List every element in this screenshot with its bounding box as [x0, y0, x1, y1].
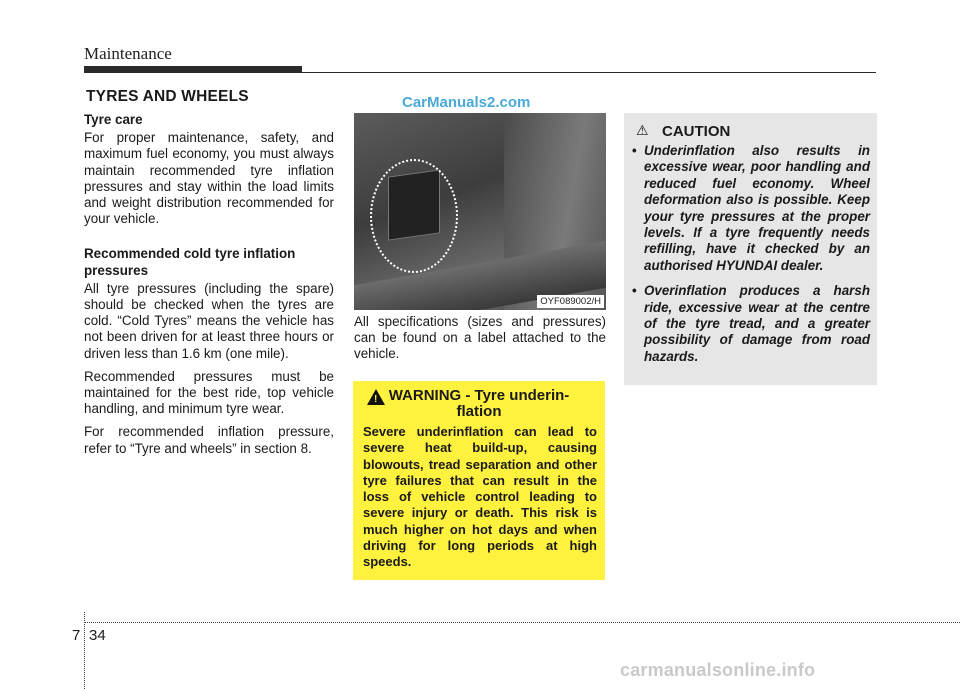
footer-section-number: 7: [72, 627, 81, 644]
header-bar: [84, 66, 302, 73]
page-header-title: Maintenance: [84, 44, 172, 63]
tyre-care-heading: Tyre care: [84, 112, 143, 127]
footer-page-number: 34: [89, 627, 106, 644]
warning-title-line-1: WARNING - Tyre underin-: [388, 387, 570, 404]
footer-vertical-rule: [84, 612, 85, 689]
cold-inflation-paragraph-3: For recommended inflation pressure, refer to “Tyre and wheels” in section 8.: [84, 424, 334, 456]
section-title: TYRES AND WHEELS: [86, 88, 249, 105]
warning-body: Severe underinflation can lead to severe heat build-up, causing blowouts, tread separation and other tyre failures that can result in the loss of vehicle control leading to severe injury or death. This risk is much higher on hot days and when driving for long periods at high speeds.: [363, 424, 597, 570]
cold-inflation-heading: Recommended cold tyre inflation pressures: [84, 246, 296, 278]
tyre-label-photo: [354, 113, 606, 310]
caution-box: [624, 113, 877, 385]
caution-list: [632, 143, 870, 374]
photo-highlight-circle: [370, 159, 458, 273]
watermark-top: CarManuals2.com: [402, 94, 531, 111]
photo-caption: OYF089002/H: [537, 295, 604, 308]
caution-item-overinflation: • Overinflation produces a harsh ride, excessive wear at the centre of the tyre tread, and a greater possibility of damage from road hazards.: [632, 283, 870, 365]
tyre-care-paragraph: For proper maintenance, safety, and maximum fuel economy, you must always maintain recommended tyre inflation pressures and stay within the load limits and weight distribution recommended for your vehicle.: [84, 130, 334, 227]
watermark-bottom: carmanualsonline.info: [620, 660, 816, 680]
column-left: [84, 112, 334, 464]
warning-exclamation-icon: !: [374, 394, 378, 405]
caution-triangle-icon: ⚠: [636, 122, 649, 138]
cold-inflation-paragraph-1: All tyre pressures (including the spare) should be checked when the tyres are cold. “Cold Tyres” means the vehicle has not been driven for at least three hours or driven less than 1.6 km (one mile).: [84, 280, 334, 361]
cold-inflation-paragraph-2: Recommended pressures must be maintained for the best ride, top vehicle handling, and minimum tyre wear.: [84, 368, 334, 417]
warning-box: [353, 381, 605, 580]
header-rule: [302, 72, 876, 73]
caution-title: CAUTION: [662, 123, 731, 140]
specifications-paragraph: All specifications (sizes and pressures) can be found on a label attached to the vehicle.: [354, 314, 606, 362]
footer-horizontal-rule: [84, 622, 960, 623]
warning-title-line-2: flation: [456, 403, 502, 420]
caution-item-underinflation: • Underinflation also results in excessive wear, poor handling and reduced fuel economy. Wheel deformation also is possible. Keep your tyre pressures at the proper levels. If a tyre frequently needs refilling, have it checked by an authorised HYUNDAI dealer.: [632, 143, 870, 274]
warning-title: [353, 388, 605, 420]
